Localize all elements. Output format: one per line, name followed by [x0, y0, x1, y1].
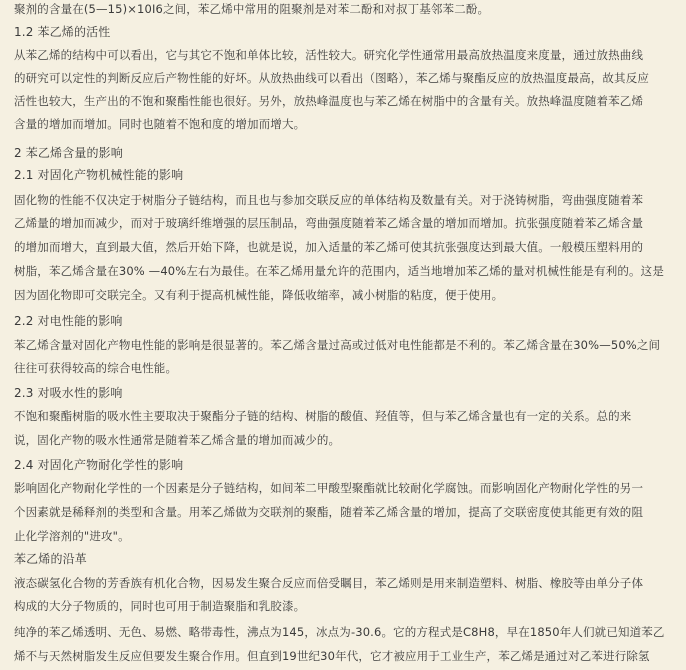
- text-line: 构成的大分子物质的，同时也可用于制造聚脂和乳胶漆。: [14, 599, 306, 613]
- text-line: 说，固化产物的吸水性通常是随着苯乙烯含量的增加而减少的。: [14, 433, 341, 447]
- text-line: 烯不与天然树脂发生反应但要发生聚合作用。但直到19世纪30年代，它才被应用于工业生产，苯乙烯是通过对乙苯进行除氢: [14, 649, 650, 663]
- text-line: 活性也较大，生产出的不饱和聚酯性能也很好。另外，放热峰温度也与苯乙烯在树脂中的含量有关。放热峰温度随着苯乙烯: [14, 94, 644, 108]
- section-heading: 2.4 对固化产物耐化学性的影响: [14, 458, 184, 472]
- section-heading: 2.1 对固化产物机械性能的影响: [14, 168, 184, 182]
- text-line: 含量的增加而增加。同时也随着不饱和度的增加而增大。: [14, 117, 306, 131]
- text-line: 树脂，苯乙烯含量在30% —40%左右为最佳。在苯乙烯用量允许的范围内，适当地增加苯乙烯的量对机械性能是有利的。这是: [14, 264, 664, 278]
- text-line: 纯净的苯乙烯透明、无色、易燃、略带毒性，沸点为145，冰点为-30.6。它的方程式是C8H8，早在1850年人们就已知道苯乙: [14, 625, 665, 639]
- text-line: 往往可获得较高的综合电性能。: [14, 361, 178, 375]
- section-heading: 2.3 对吸水性的影响: [14, 386, 123, 400]
- text-line: 液态碳氢化合物的芳香族有机化合物，因易发生聚合反应而倍受瞩目，苯乙烯则是用来制造塑料、树脂、橡胶等由单分子体: [14, 576, 644, 590]
- section-heading: 1.2 苯乙烯的活性: [14, 25, 111, 39]
- text-line: 因为固化物即可交联完全。又有利于提高机械性能，降低收缩率，减小树脂的粘度，便于使用。: [14, 288, 504, 302]
- text-line: 从苯乙烯的结构中可以看出，它与其它不饱和单体比较，活性较大。研究化学性通常用最高放热温度来度量，通过放热曲线: [14, 48, 644, 62]
- text-line: 苯乙烯含量对固化产物电性能的影响是很显著的。苯乙烯含量过高或过低对电性能都是不利的。苯乙烯含量在30%—50%之间: [14, 338, 661, 352]
- text-line: 止化学溶剂的"进攻"。: [14, 529, 130, 543]
- text-line: 聚剂的含量在(5—15)×10I6之间，苯乙烯中常用的阻聚剂是对苯二酚和对叔丁基邻苯二酚。: [14, 2, 490, 16]
- text-line: 固化物的性能不仅决定于树脂分子链结构，而且也与参加交联反应的单体结构及数量有关。对于浇铸树脂，弯曲强度随着苯: [14, 193, 644, 207]
- section-heading: 2.2 对电性能的影响: [14, 314, 123, 328]
- text-line: 不饱和聚酯树脂的吸水性主要取决于聚酯分子链的结构、树脂的酸值、羟值等，但与苯乙烯含量也有一定的关系。总的来: [14, 409, 632, 423]
- text-line: 个因素就是稀释剂的类型和含量。用苯乙烯做为交联剂的聚酯，随着苯乙烯含量的增加，提高了交联密度使其能更有效的阻: [14, 505, 644, 519]
- section-heading: 苯乙烯的沿革: [14, 552, 87, 566]
- text-line: 影响固化产物耐化学性的一个因素是分子链结构，如间苯二甲酸型聚酯就比较耐化学腐蚀。而影响固化产物耐化学性的另一: [14, 481, 644, 495]
- text-line: 的增加而增大，直到最大值，然后开始下降，也就是说，加入适量的苯乙烯可使其抗张强度达到最大值。一般模压塑料用的: [14, 240, 644, 254]
- text-line: 的研究可以定性的判断反应后产物性能的好坏。从放热曲线可以看出（图略），苯乙烯与聚酯反应的放热温度最高，故其反应: [14, 71, 649, 85]
- section-heading: 2 苯乙烯含量的影响: [14, 146, 123, 160]
- text-line: 乙烯量的增加而减少，而对于玻璃纤维增强的层压制品，弯曲强度随着苯乙烯含量的增加而增加。抗张强度随着苯乙烯含量: [14, 216, 644, 230]
